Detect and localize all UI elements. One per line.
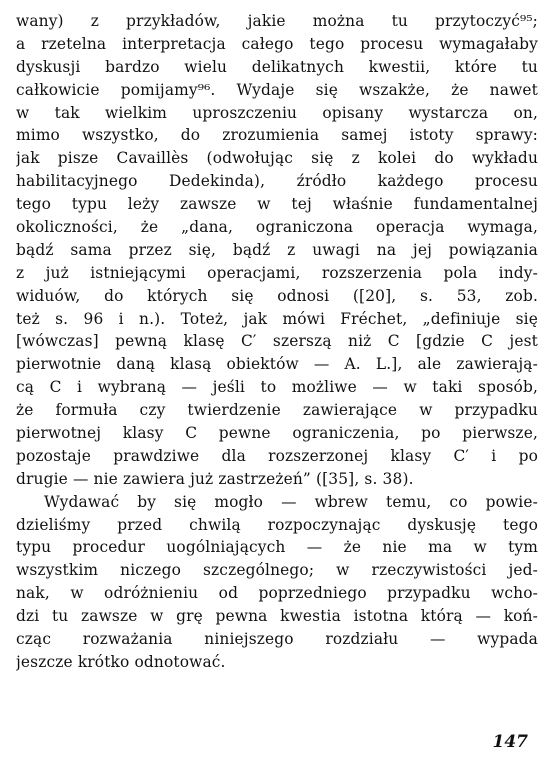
text-line: cząc rozważania niniejszego rozdziału — wypada [16, 630, 538, 649]
text-line: też s. 96 i n.). Toteż, jak mówi Fréchet, „definiuje się [16, 309, 538, 328]
text-line: w tak wielkim uproszczeniu opisany wystarcza on, [16, 103, 538, 122]
paragraph-1 [16, 10, 538, 491]
text-line: pozostaje prawdziwe dla rozszerzonej klasy C′ i po [16, 446, 538, 465]
page-number: 147 [492, 732, 528, 752]
text-line: z już istniejącymi operacjami, rozszerzenia pola indy- [16, 263, 538, 282]
text-line: bądź sama przez się, bądź z uwagi na jej powiązania [16, 240, 538, 259]
text-line: jak pisze Cavaillès (odwołując się z kolei do wykładu [16, 149, 538, 168]
text-line: dzi tu zawsze w grę pewna kwestia istotna którą — koń- [16, 607, 538, 626]
text-line: mimo wszystko, do zrozumienia samej istoty sprawy: [16, 126, 538, 145]
text-line: dyskusji bardzo wielu delikatnych kwestii, które tu [16, 57, 538, 76]
text-line: jeszcze krótko odnotować. [16, 652, 226, 671]
text-line: dzieliśmy przed chwilą rozpoczynając dyskusję tego [16, 515, 538, 534]
text-line: drugie — nie zawiera już zastrzeżeń” ([35], s. 38). [16, 469, 414, 488]
text-line: pierwotnie daną klasą obiektów — A. L.], ale zawierają- [16, 355, 538, 374]
text-line: tego typu leży zawsze w tej właśnie fundamentalnej [16, 195, 538, 214]
text-line: całkowicie pomijamy⁹⁶. Wydaje się wszakże, że nawet [16, 80, 538, 99]
body-text [16, 10, 538, 674]
text-line: pierwotnej klasy C pewne ograniczenia, po pierwsze, [16, 424, 538, 443]
text-line: wszystkim niczego szczególnego; w rzeczywistości jed- [16, 561, 538, 580]
text-line: habilitacyjnego Dedekinda), źródło każdego procesu [16, 172, 538, 191]
text-line: typu procedur uogólniających — że nie ma w tym [16, 538, 538, 557]
text-line: że formuła czy twierdzenie zawierające w przypadku [16, 401, 538, 420]
text-line: Wydawać by się mogło — wbrew temu, co powie- [44, 492, 538, 511]
text-line: nak, w odróżnieniu od poprzedniego przypadku wcho- [16, 584, 538, 603]
text-line: wany) z przykładów, jakie można tu przytoczyć⁹⁵; [16, 12, 538, 30]
text-line: cą C i wybraną — jeśli to możliwe — w taki sposób, [16, 378, 538, 397]
text-line: [wówczas] pewną klasę C′ szerszą niż C [gdzie C jest [16, 332, 538, 351]
text-line: a rzetelna interpretacja całego tego procesu wymagałaby [16, 34, 538, 53]
text-line: widuów, do których się odnosi ([20], s. 53, zob. [16, 286, 538, 305]
text-line: okoliczności, że „dana, ograniczona operacja wymaga, [16, 218, 538, 237]
paragraph-2 [16, 491, 538, 674]
